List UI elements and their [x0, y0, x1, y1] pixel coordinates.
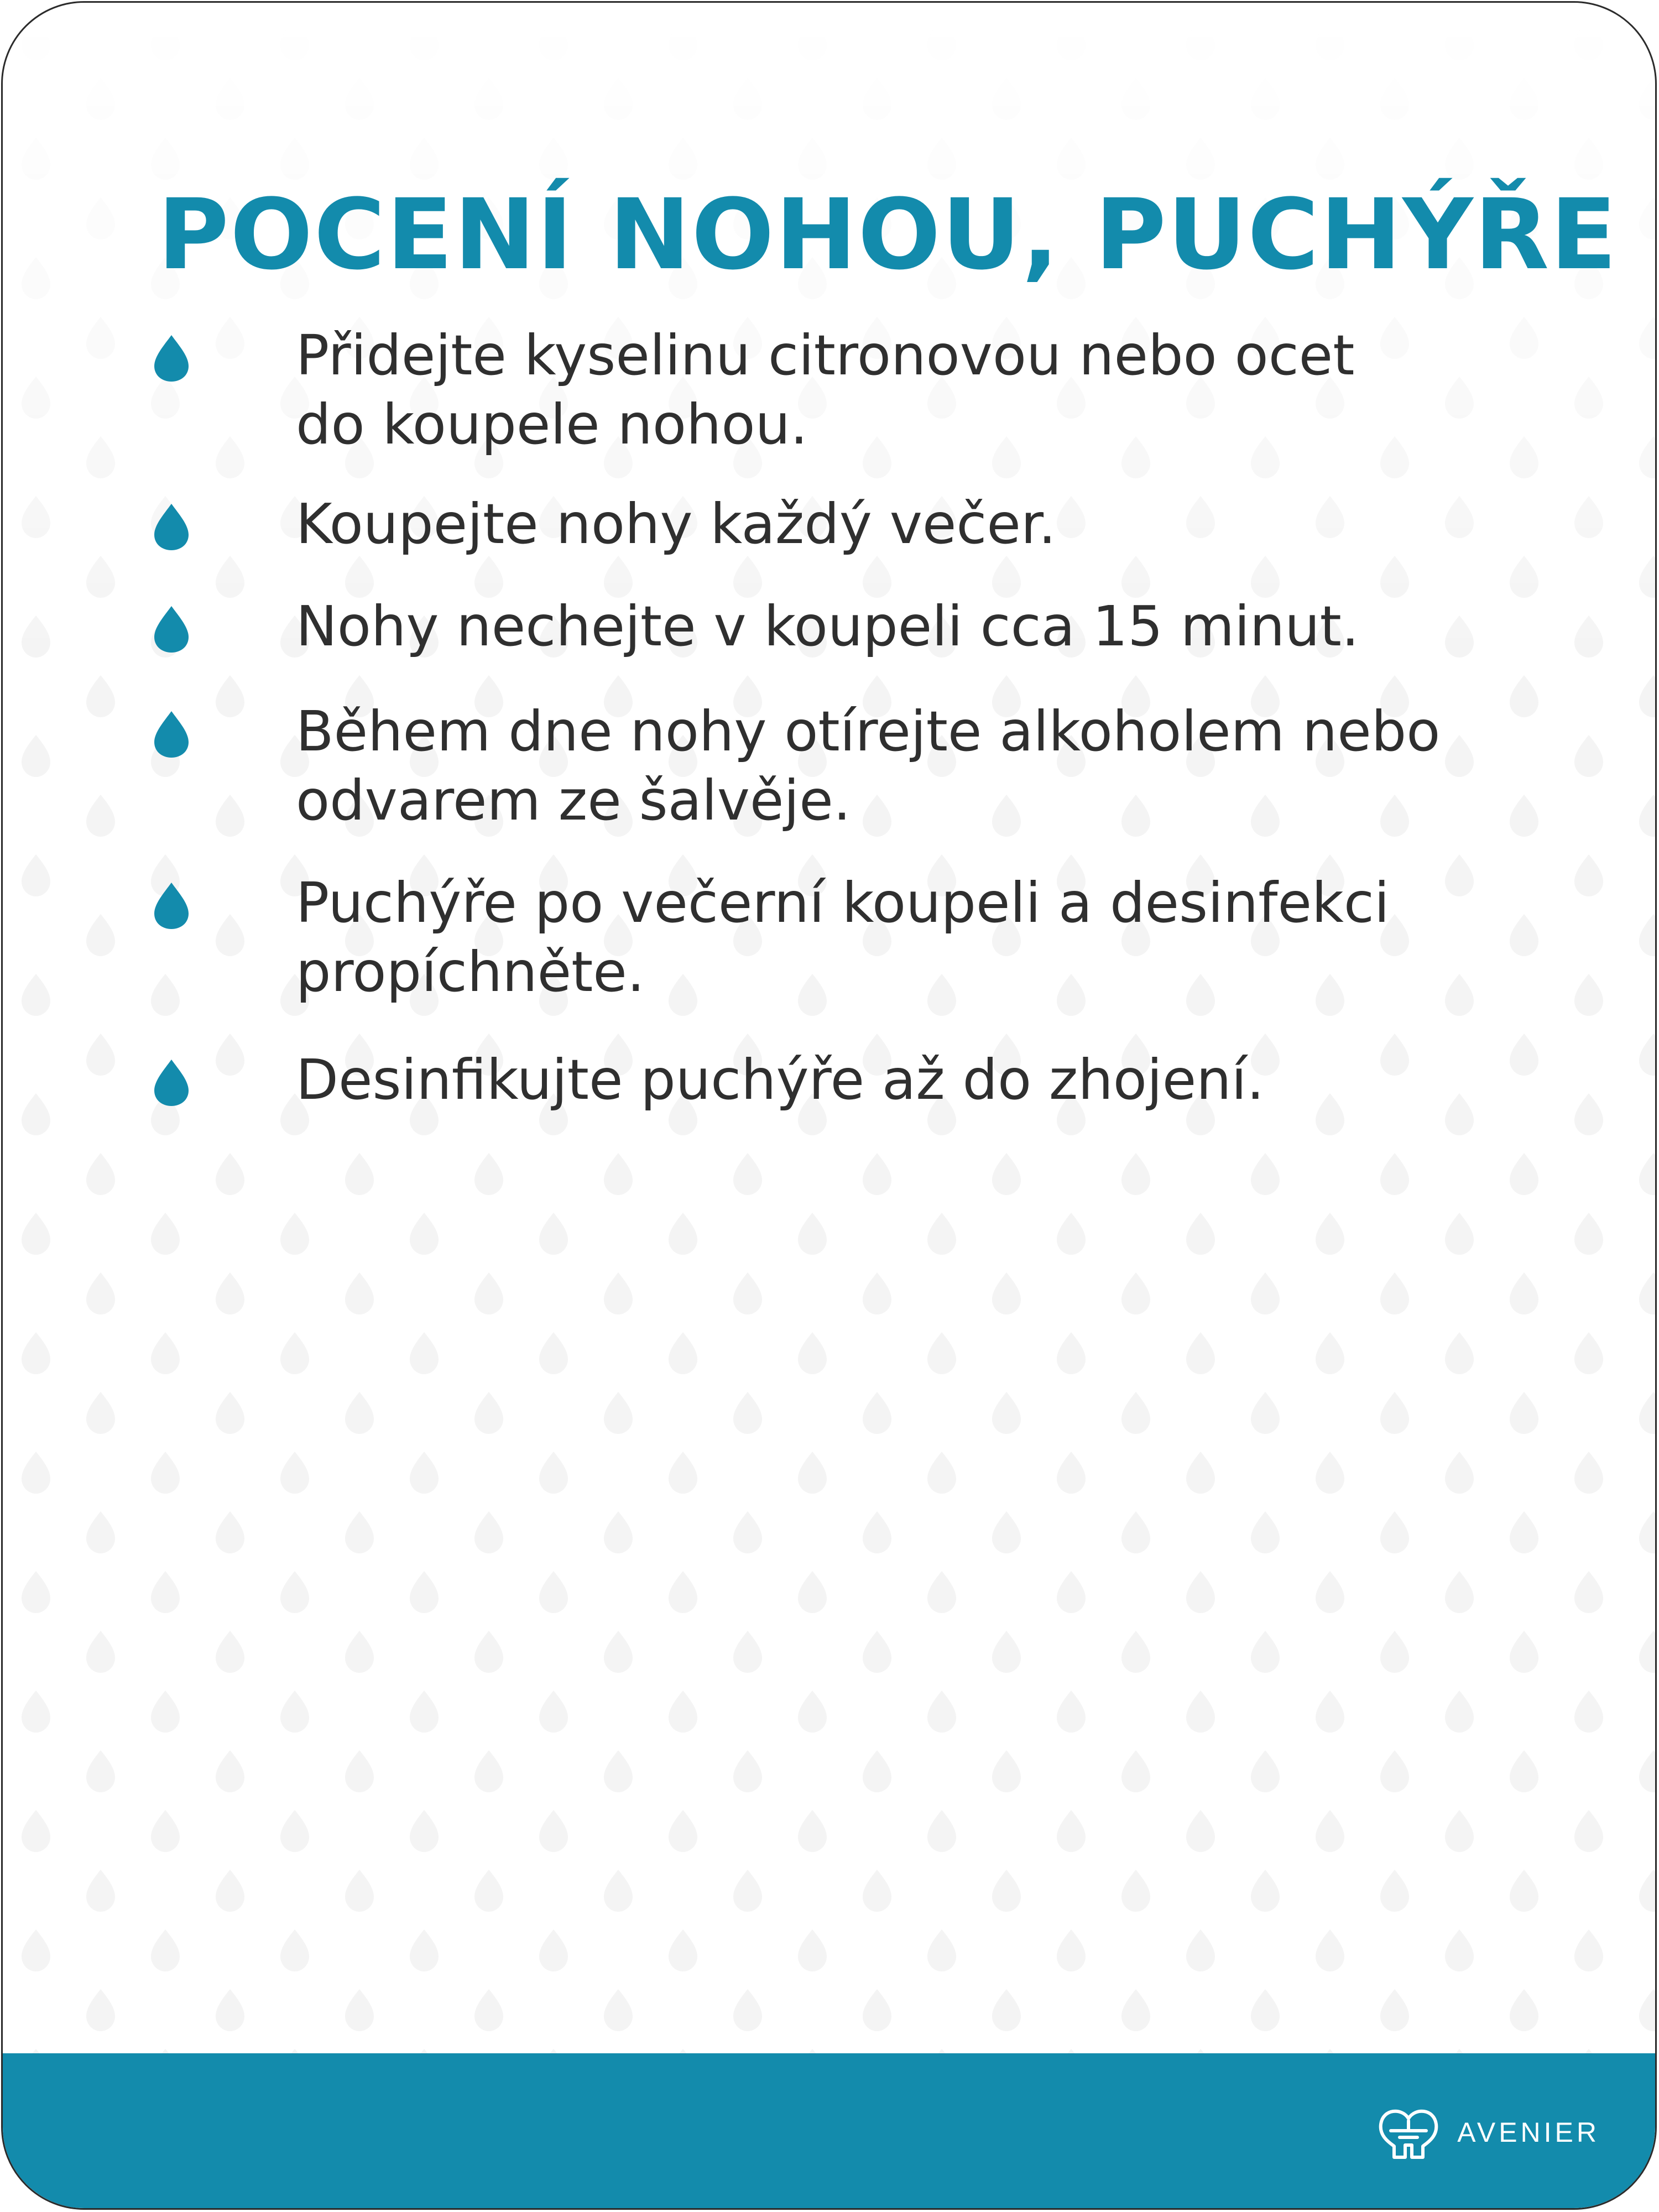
avenier-logo-icon: [1375, 2102, 1442, 2163]
water-drop-icon: [152, 604, 191, 654]
tip-text: Během dne nohy otírejte alkoholem nebo odvarem ze šalvěje.: [296, 699, 1441, 833]
list-item: [152, 489, 1479, 559]
tip-text: Nohy nechejte v koupeli cca 15 minut.: [296, 594, 1359, 659]
tip-text: Přidejte kyselinu citronovou nebo ocet do koupele nohou.: [296, 323, 1355, 457]
tip-card: [1, 1, 1657, 2210]
water-drop-icon: [152, 333, 191, 383]
tip-text: Desinfikujte puchýře až do zhojení.: [296, 1047, 1265, 1112]
brand-name: AVENIER: [1457, 2117, 1600, 2148]
water-drop-icon: [152, 709, 191, 759]
water-drop-icon: [152, 502, 191, 551]
water-drop-icon: [152, 1057, 191, 1107]
list-item: [152, 868, 1479, 1006]
tip-text: Puchýře po večerní koupeli a desinfekci propíchněte.: [296, 870, 1390, 1004]
list-item: [152, 1045, 1479, 1114]
water-drop-icon: [152, 880, 191, 930]
tip-text: Koupejte nohy každý večer.: [296, 492, 1056, 556]
brand: [1375, 2102, 1600, 2163]
list-item: [152, 321, 1479, 459]
list-item: [152, 592, 1479, 661]
list-item: [152, 697, 1479, 835]
page-title: POCENÍ NOHOU, PUCHÝŘE: [158, 178, 1618, 291]
footer-bar: [3, 2053, 1655, 2208]
